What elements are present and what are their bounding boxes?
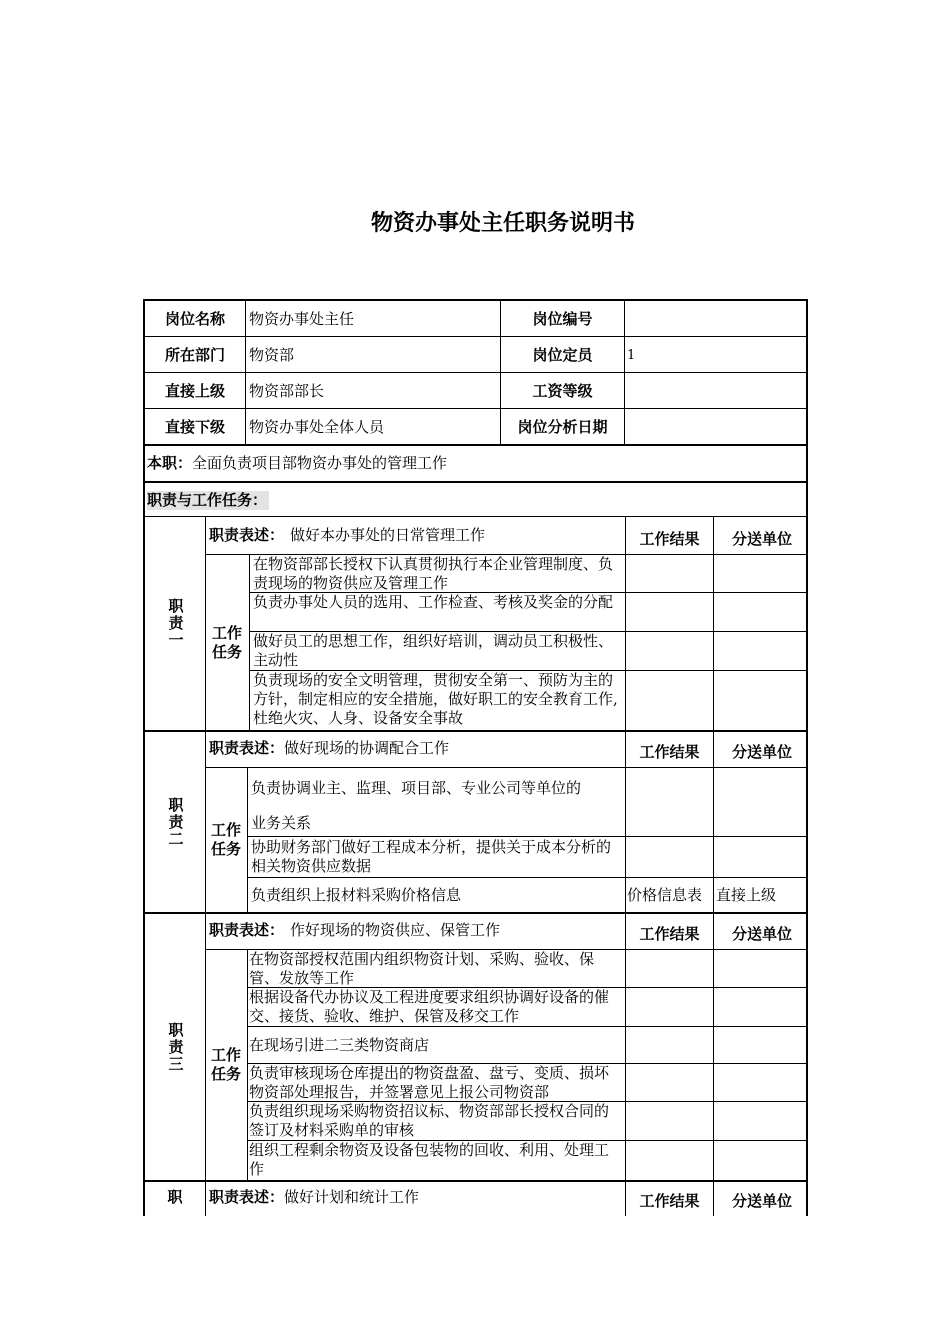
duty-1-task-1: 在物资部部长授权下认真贯彻执行本企业管理制度、负责现场的物资供应及管理工作	[253, 555, 614, 592]
grid-line	[247, 949, 248, 1180]
main-duty-text: 全面负责项目部物资办事处的管理工作	[192, 454, 448, 472]
duty-1-desc-label: 职责表述：	[209, 526, 285, 544]
duty-2-desc-text: 做好现场的协调配合工作	[284, 739, 450, 757]
department-value: 物资部	[249, 345, 295, 364]
grid-line	[145, 1180, 808, 1182]
document-title: 物资办事处主任职务说明书	[370, 211, 635, 236]
duty-4-recipient-header: 分送单位	[731, 1192, 792, 1210]
duty-2-label	[145, 732, 205, 912]
duty-2-recipient-header: 分送单位	[731, 742, 792, 761]
grid-line	[713, 516, 714, 1216]
task-label-line: 工作	[210, 1046, 241, 1064]
duty-3-task-6: 组织工程剩余物资及设备包装物的回收、利用、处理工作	[249, 1141, 610, 1178]
main-duty-row	[147, 446, 807, 481]
grid-line	[247, 767, 248, 912]
duty-4-name: 职	[167, 1188, 183, 1206]
duty-3-task-1: 在物资部授权范围内组织物资计划、采购、验收、保管、发放等工作	[249, 950, 595, 987]
duty-1-description	[209, 517, 624, 554]
grid-line	[145, 481, 808, 483]
duty-1-task-2: 负责办事处人员的选用、工作检查、考核及奖金的分配	[253, 593, 614, 611]
duty-3-result-header: 工作结果	[639, 924, 700, 943]
headcount-label: 岗位定员	[532, 345, 593, 364]
superior-value: 物资部部长	[249, 381, 325, 400]
duty-1-name: 职责一	[166, 598, 185, 649]
duty-3-task-label	[205, 1046, 247, 1086]
analysis-date-label: 岗位分析日期	[517, 417, 608, 436]
salary-grade-value	[627, 373, 807, 409]
duty-3-label	[145, 914, 205, 1180]
task-label-line: 工作	[211, 624, 242, 642]
task-label-line: 工作	[210, 821, 241, 839]
salary-grade-label: 工资等级	[532, 381, 593, 400]
grid-line	[247, 836, 808, 837]
duty-3-recipient-header: 分送单位	[731, 924, 792, 943]
duty-1-task-label	[205, 624, 249, 664]
duty-4-description	[209, 1188, 624, 1207]
duty-1-result-header: 工作结果	[639, 530, 700, 548]
duty-1-task-3: 做好员工的思想工作，组织好培训，调动员工积极性、主动性	[253, 632, 614, 669]
duty-2-task-3-result: 价格信息表	[627, 885, 703, 904]
duty-2-task-label	[205, 821, 247, 861]
grid-line	[245, 301, 246, 445]
duty-3-task-5: 负责组织现场采购物资招议标、物资部部长授权合同的签订及材料采购单的审核	[249, 1102, 610, 1139]
duty-3-desc-label: 职责表述：	[209, 921, 285, 939]
duty-3-name: 职责三	[166, 1021, 185, 1073]
duty-2-task-3-recipient: 直接上级	[716, 885, 777, 904]
position-name-value: 物资办事处主任	[249, 309, 355, 328]
duty-2-name: 职责二	[166, 796, 185, 848]
analysis-date-value	[627, 409, 807, 445]
duty-2-task-3: 负责组织上报材料采购价格信息	[251, 885, 462, 904]
duty-4-result-header: 工作结果	[639, 1192, 700, 1210]
department-label: 所在部门	[164, 345, 225, 364]
position-no-value	[627, 301, 807, 337]
duty-4-desc-text: 做好计划和统计工作	[284, 1188, 420, 1206]
duty-3-task-2: 根据设备代办协议及工程进度要求组织协调好设备的催交、接货、验收、维护、保管及移交工作	[249, 988, 610, 1025]
task-label-line: 任务	[210, 1065, 241, 1083]
duties-heading-text: 职责与工作任务：	[147, 490, 268, 509]
duty-2-description	[209, 732, 624, 765]
duty-3-task-3: 在现场引进二三类物资商店	[249, 1035, 430, 1054]
duty-2-desc-label: 职责表述：	[209, 739, 285, 757]
job-description-table	[143, 299, 808, 1216]
task-label-line: 任务	[210, 840, 241, 858]
subordinate-label: 直接下级	[164, 417, 225, 436]
grid-line	[205, 516, 206, 1216]
subordinate-value: 物资办事处全体人员	[249, 417, 385, 436]
duty-2-result-header: 工作结果	[639, 742, 700, 761]
position-no-label: 岗位编号	[532, 309, 593, 328]
duties-heading	[147, 484, 807, 516]
duty-1-task-4: 负责现场的安全文明管理，贯彻安全第一、预防为主的方针，制定相应的安全措施，做好职工的安全教育工作,杜绝火灾、人身、设备安全事故	[253, 671, 618, 727]
grid-line	[624, 301, 625, 445]
superior-label: 直接上级	[164, 381, 225, 400]
duty-4-desc-label: 职责表述：	[209, 1188, 285, 1206]
duty-1-recipient-header: 分送单位	[731, 530, 792, 548]
duty-2-task-1-line-1: 负责协调业主、监理、项目部、专业公司等单位的	[251, 779, 582, 797]
duty-3-task-4: 负责审核现场仓库提出的物资盘盈、盘亏、变质、损坏物资部处理报告，并签署意见上报公司物资部	[249, 1064, 610, 1101]
duty-2-task-1-line-2: 业务关系	[251, 814, 312, 832]
headcount-value: 1	[627, 347, 636, 363]
duty-3-desc-text: 作好现场的物资供应、保管工作	[290, 921, 501, 939]
duty-2-task-2: 协助财务部门做好工程成本分析，提供关于成本分析的相关物资供应数据	[251, 838, 612, 875]
task-label-line: 任务	[211, 643, 242, 661]
main-duty-label: 本职：	[147, 454, 193, 472]
grid-line	[205, 767, 808, 768]
duty-1-desc-text: 做好本办事处的日常管理工作	[290, 526, 486, 544]
position-name-label: 岗位名称	[164, 309, 225, 328]
duty-1-label	[145, 517, 205, 730]
grid-line	[249, 554, 250, 730]
duty-3-description	[209, 914, 624, 947]
grid-line	[625, 516, 626, 1216]
